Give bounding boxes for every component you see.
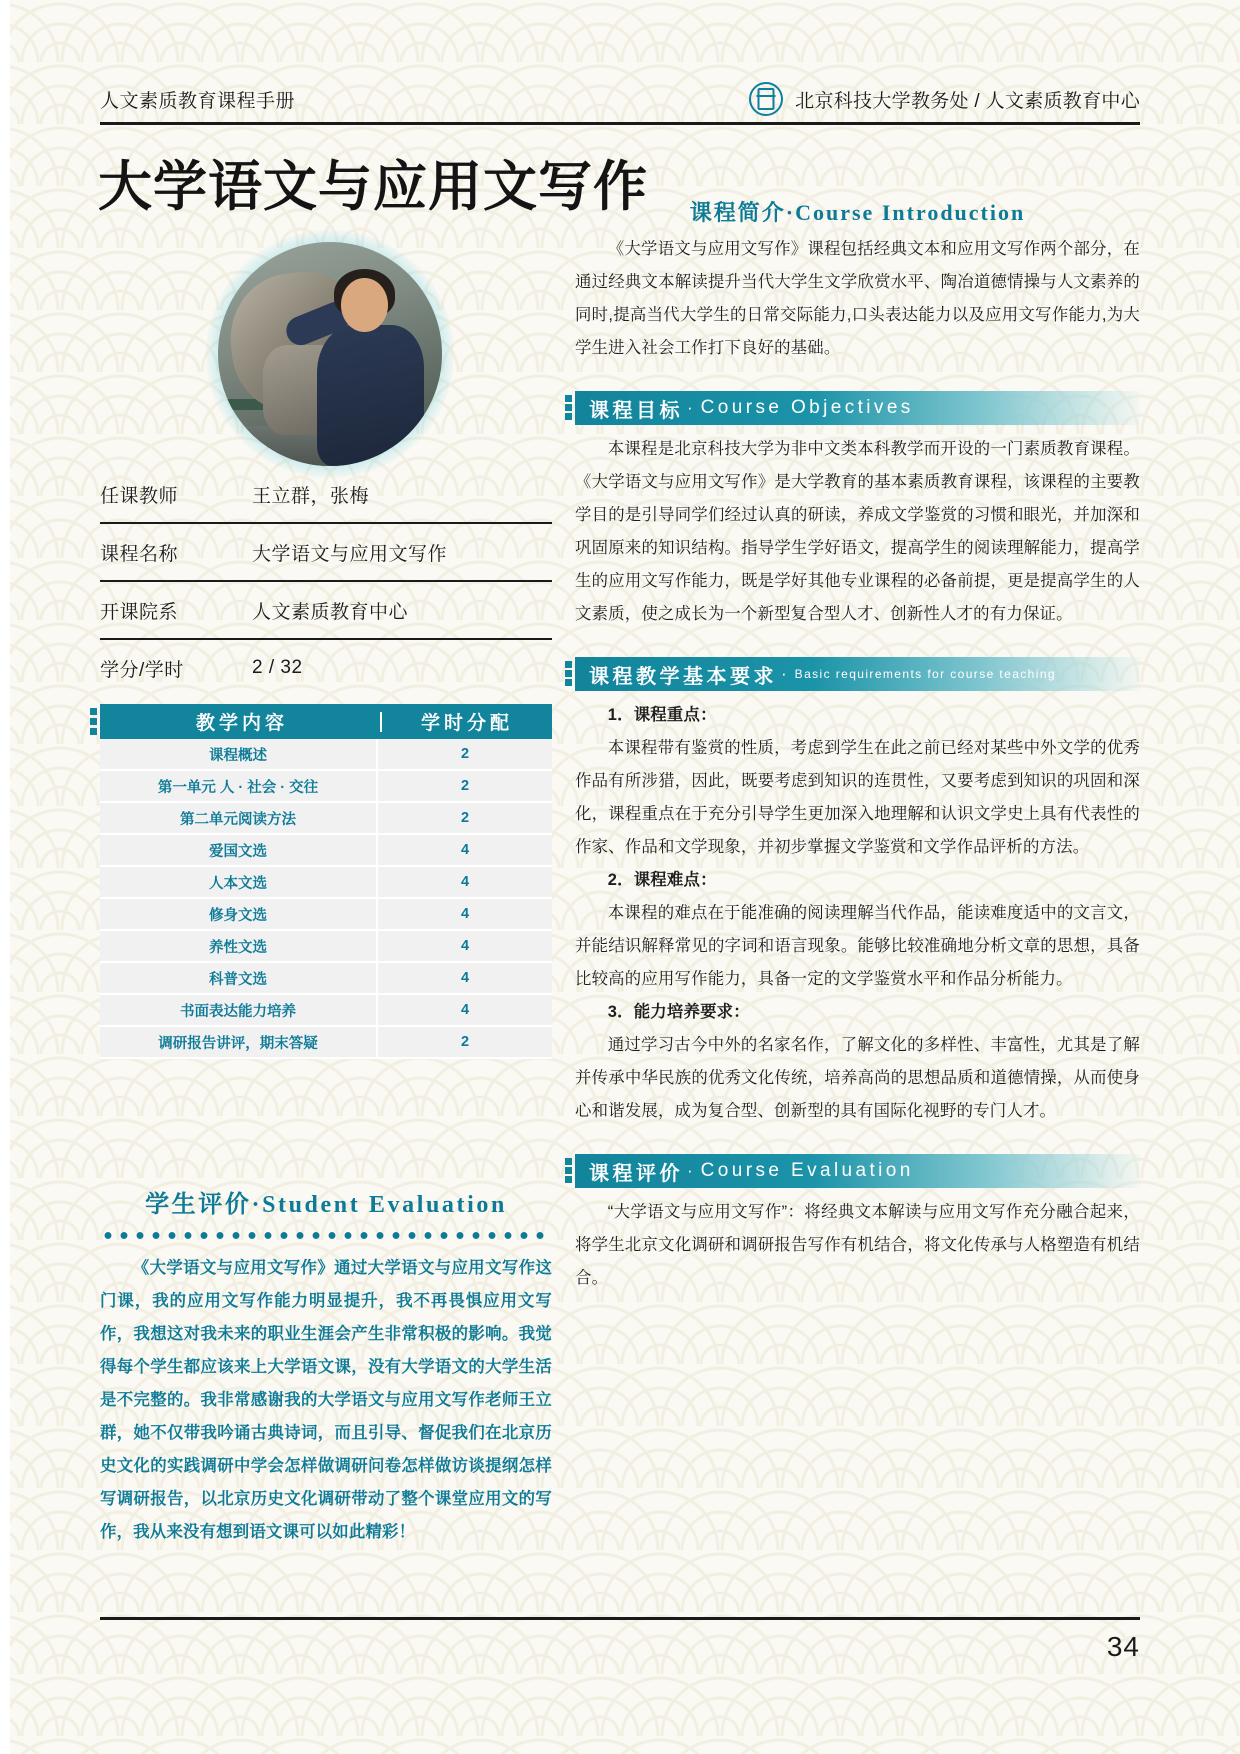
table-row (100, 739, 552, 771)
info-value: 2 / 32 (252, 657, 303, 678)
page-title: 大学语文与应用文写作 (98, 157, 648, 217)
section-title-en: Course Objectives (700, 397, 914, 418)
page-header (100, 82, 1140, 116)
header-divider (100, 122, 1140, 125)
info-label: 课程名称 (100, 543, 179, 565)
info-label: 任课教师 (100, 485, 179, 507)
table-row (100, 466, 552, 524)
cell-hours: 2 (460, 810, 470, 826)
requirement-head: 3．能力培养要求： (607, 1003, 750, 1021)
cell-hours: 2 (460, 1034, 470, 1050)
cell-hours: 4 (460, 938, 470, 954)
header-org-label: 北京科技大学教务处 / 人文素质教育中心 (795, 90, 1140, 112)
table-row (100, 582, 552, 640)
requirement-head: 2．课程难点： (607, 871, 717, 889)
student-evaluation-body: 《大学语文与应用文写作》通过大学语文与应用文写作这门课，我的应用文写作能力明显提升，我不再畏惧应用文写作，我想这对我未来的职业生涯会产生非常积极的影响。我觉得每个学生都应该来上大学语文课，没有大学语文的大学生活是不完整的。我非常感谢我的大学语文与应用文写作老师王立群，她不仅带我吟诵古典诗词，而且引导、督促我们在北京历史文化的实践调研中学会怎样做调研问卷怎样做访谈提纲怎样写调研报告，以北京历史文化调研带动了整个课堂应用文的写作，我从来没有想到语文课可以如此精彩！ (100, 1259, 552, 1541)
table-row (100, 771, 552, 803)
section-bar-objectives (575, 391, 1140, 425)
portrait-person-head (341, 278, 388, 332)
student-evaluation-title: 学生评价·Student Evaluation (145, 1192, 507, 1218)
section-body-introduction: 《大学语文与应用文写作》课程包括经典文本和应用文写作两个部分，在通过经典文本解读提升当代大学生文学欣赏水平、陶冶道德情操与人文素养的同时,提高当代大学生的日常交际能力,口头表达能力以及应用文写作能力,为大学生进入社会工作打下良好的基础。 (575, 240, 1140, 357)
section-course-introduction (575, 196, 1140, 365)
decorative-notch (90, 708, 97, 735)
table-row (100, 640, 552, 696)
info-value: 人文素质教育中心 (252, 601, 409, 623)
section-title-dot: · (781, 664, 787, 683)
table-row (100, 803, 552, 835)
section-title-dot: · (687, 398, 693, 417)
portrait-photo (218, 242, 442, 466)
header-handbook-label: 人文素质教育课程手册 (100, 90, 296, 112)
column-header-hours: 学时分配 (420, 713, 513, 734)
cell-topic: 课程概述 (100, 739, 378, 769)
requirement-body: 通过学习古今中外的名家名作，了解文化的多样性、丰富性，尤其是了解并传承中华民族的优秀文化传统，培养高尚的思想品质和道德情操，从而使身心和谐发展，成为复合型、创新型的具有国际化视野的专门人才。 (575, 1036, 1140, 1120)
header-org (749, 82, 1140, 116)
cell-hours: 2 (460, 778, 470, 794)
cell-topic: 人本文选 (100, 867, 378, 897)
info-label: 开课院系 (100, 601, 179, 623)
table-row (100, 995, 552, 1027)
section-bar-basic-requirements (575, 657, 1140, 691)
section-title-en: Basic requirements for course teaching (794, 667, 1056, 681)
section-title-cn: 课程简介 (689, 200, 786, 225)
section-title-cn: 课程目标 (589, 399, 683, 422)
section-title-dot: · (687, 1161, 693, 1180)
section-title-introduction (575, 196, 1140, 227)
cell-topic: 第二单元阅读方法 (100, 803, 378, 833)
section-title-en: Course Evaluation (700, 1160, 914, 1181)
section-title-cn: 课程教学基本要求 (589, 665, 777, 688)
decorative-notch (565, 395, 572, 421)
requirement-head: 1．课程重点： (607, 706, 717, 724)
table-row (100, 867, 552, 899)
decorative-notch (565, 661, 572, 687)
info-value: 王立群，张梅 (252, 485, 370, 507)
decorative-notch (565, 1158, 572, 1184)
cell-topic: 科普文选 (100, 963, 378, 993)
cell-hours: 4 (460, 906, 470, 922)
info-value: 大学语文与应用文写作 (252, 543, 448, 565)
section-title-dot: · (785, 200, 796, 225)
section-bar-evaluation (575, 1154, 1140, 1188)
page-left-edge (0, 0, 10, 1754)
cell-topic: 第一单元 人 · 社会 · 交往 (100, 771, 378, 801)
section-basic-requirements (575, 657, 1140, 1128)
requirement-body: 本课程带有鉴赏的性质，考虑到学生在此之前已经对某些中外文学的优秀作品有所涉猎，因此，既要考虑到知识的连贯性，又要考虑到知识的巩固和深化，课程重点在于充分引导学生更加深入地理解和认识文学史上具有代表性的作家、作品和文学现象，并初步掌握文学鉴赏和文学作品评析的方法。 (575, 739, 1140, 856)
cell-topic: 修身文选 (100, 899, 378, 929)
table-row (100, 899, 552, 931)
requirement-body: 本课程的难点在于能准确的阅读理解当代作品，能读难度适中的文言文，并能结识解释常见的字词和语言现象。能够比较准确地分析文章的思想，具备比较高的应用写作能力，具备一定的文学鉴赏水平和作品分析能力。 (575, 904, 1140, 988)
info-label: 学分/学时 (100, 659, 184, 681)
ustb-seal-logo-icon (749, 82, 783, 116)
table-row (100, 835, 552, 867)
cell-hours: 4 (460, 1002, 470, 1018)
cell-hours: 4 (460, 874, 470, 890)
table-row (100, 931, 552, 963)
table-row (100, 1027, 552, 1059)
section-course-evaluation (575, 1154, 1140, 1295)
section-body-objectives: 本课程是北京科技大学为非中文类本科教学而开设的一门素质教育课程。《大学语文与应用文写作》是大学教育的基本素质教育课程，该课程的主要教学目的是引导同学们经过认真的研读，养成文学鉴赏的习惯和眼光，并加深和巩固原来的知识结构。指导学生学好语文，提高学生的阅读理解能力，提高学生的应用文写作能力，既是学好其他专业课程的必备前提，更是提高学生的人文素质，使之成长为一个新型复合型人才、创新性人才的有力保证。 (575, 440, 1140, 623)
student-evaluation-section (100, 1184, 552, 1549)
section-body-evaluation: “大学语文与应用文写作”：将经典文本解读与应用文写作充分融合起来，将学生北京文化调研和调研报告写作有机结合，将文化传承与人格塑造有机结合。 (575, 1203, 1140, 1287)
section-title-cn: 课程评价 (589, 1162, 683, 1185)
cell-topic: 养性文选 (100, 931, 378, 961)
table-header-row (100, 704, 552, 739)
cell-topic: 爱国文选 (100, 835, 378, 865)
instructor-portrait (218, 242, 442, 466)
table-row (100, 963, 552, 995)
cell-topic: 书面表达能力培养 (100, 995, 378, 1025)
section-title-en: Course Introduction (795, 200, 1026, 225)
page-number: 34 (1106, 1631, 1140, 1662)
portrait-person-body (317, 325, 425, 466)
course-info-table (100, 466, 552, 696)
column-header-topic: 教学内容 (195, 713, 288, 734)
cell-topic: 调研报告讲评，期末答疑 (100, 1027, 378, 1057)
table-row (100, 524, 552, 582)
cell-hours: 2 (460, 746, 470, 762)
cell-hours: 4 (460, 842, 470, 858)
section-course-objectives (575, 391, 1140, 631)
footer-divider (100, 1617, 1140, 1620)
cell-hours: 4 (460, 970, 470, 986)
right-column (575, 196, 1140, 1321)
teaching-content-table (100, 704, 552, 1059)
dotted-divider (100, 1231, 552, 1240)
